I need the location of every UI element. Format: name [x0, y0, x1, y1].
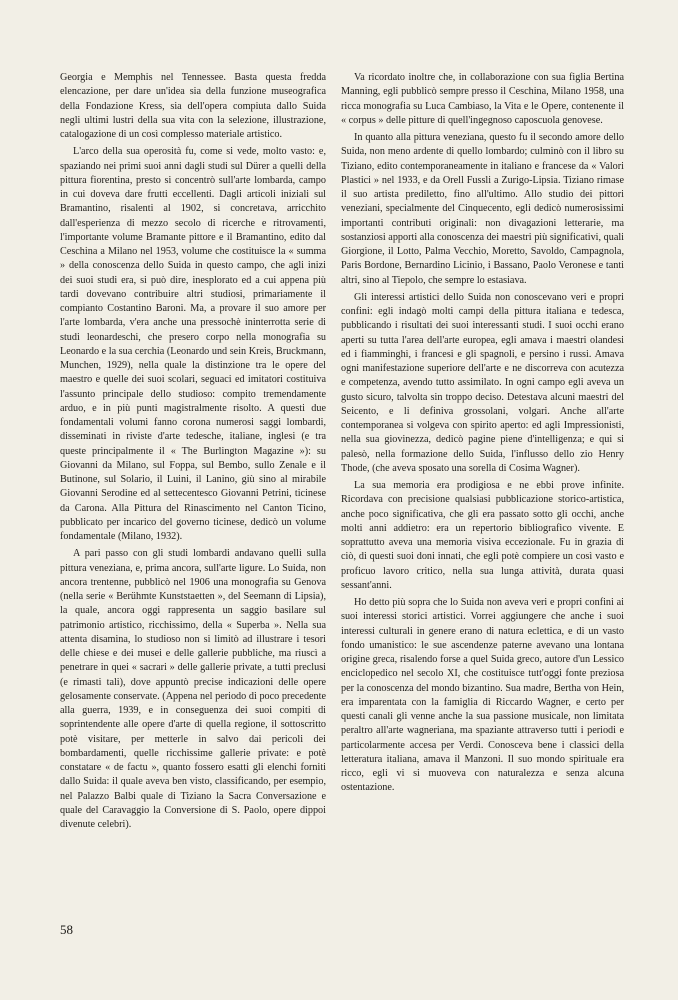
paragraph: Ho detto più sopra che lo Suida non aveva veri e propri confini ai suoi interessi storici artistici. Vorrei aggiungere che anche i suoi interessi culturali in genere erano di natura eclettica, e di un vasto fondo umanistico: le sue ascendenze paterne avevano una lontana origine greca, risalendo forse a quel Suida greco, autore d'un Lessico enciclopedico nel secolo XI, che costituisce tutt'oggi fonte preziosa per la conoscenza del mondo bizantino. Sua madre, Bertha von Hein, era imparentata con la famiglia di Riccardo Wagner, e certo per questi canali gli venne anche la sua passione musicale, non limitata peraltro all'arte wagneriana, ma spaziante attraverso tutti i periodi e particolarmente accesa per Verdi. Conosceva bene i classici della letteratura italiana, amava il Manzoni. Il suo mondo spirituale era ricco, egli vi si muoveva con naturalezza e senza alcuna ostentazione. [341, 597, 624, 794]
page-number: 58 [60, 922, 73, 937]
paragraph: La sua memoria era prodigiosa e ne ebbi prove infinite. Ricordava con precisione qualsiasi pubblicazione storico-artistica, anche poco significativa, che gli era passato sotto gli occhi, anche molti anni addietro: era un repertorio bibliografico vivente. E soprattutto aveva una memoria visiva eccezionale. Fu in grazia di ciò, di questi suoi doni innati, che egli potè compiere un così vasto e proficuo lavoro critico, nella sua lunga attività, durata quasi sessant'anni. [341, 480, 624, 591]
paragraph: L'arco della sua operosità fu, come si vede, molto vasto: e, spaziando nei primi suoi anni dagli studi sul Dürer a quelli della pittura fiorentina, presto si concentrò sull'arte lombarda, campo in cui doveva dare frutti eccellenti. Dagli articoli iniziali sul Bramantino, risalenti al 1902, si concretava, arricchito dall'esperienza di mezzo secolo di ricerche e ritrovamenti, l'importante volume Bramante pittore e il Bramantino, edito dal Ceschina a Milano nel 1953, volume che costituisce la « summa » della conoscenza dello Suida in questo campo, che agli inizi dei suoi studi era, si può dire, inesplorato ed a cui appena più tardi dovevano contribuire altri studiosi, primariamente il compianto Costantino Baroni. Ma, a provare il suo amore per l'arte lombarda, v'era anche una pressochè ininterrotta serie di studi leonardeschi, che presero corpo nella monografia su Leonardo e la sua cerchia (Leonardo und sein Kreis, Bruckmann, Munchen, 1929), nella quale la distinzione tra le opere del maestro e quelle dei suoi scolari, seguaci ed imitatori costituiva l'assunto principale dello studioso: compito tremendamente arduo, e in più punti magistralmente risolto. A questi due fondamentali volumi fanno corona numerosi saggi lombardi, disseminati in riviste d'arte tedesche, italiane, inglesi (e tra queste principalmente il « The Burlington Magazine »): su Giovanni da Milano, sul Foppa, sul Bembo, sullo Zenale e il Butinone, sul Solario, il Luini, il Lanino, giù sino al mirabile Giovanni Serodine ed al settecentesco Giovanni Petrini, ticinese da Carona. Alla Pittura del Rinascimento nel Canton Ticino, pubblicato per incarico del governo ticinese, dedicò un volume fondamentale (Milano, 1932). [60, 146, 326, 542]
right-text-column [341, 71, 624, 796]
paragraph: Va ricordato inoltre che, in collaborazione con sua figlia Bertina Manning, egli pubblicò sempre presso il Ceschina, Milano 1958, una ricca monografia su Luca Cambiaso, la Vita e le Opere, contenente il « corpus » delle pitture di quell'ingegnoso caposcuola genovese. [341, 72, 624, 126]
left-text-column [60, 71, 326, 832]
paragraph: In quanto alla pittura veneziana, questo fu il secondo amore dello Suida, non meno ardente di quello lombardo; culminò con il libro su Tiziano, edito contemporaneamente in italiano e francese da « Valori Plastici » nel 1933, e da Orell Fussli a Zurigo-Lipsia. Tiziano rimase il suo artista prediletto, fino all'ultimo. Allo studio dei pittori veneziani, specialmente del Cinquecento, egli dedicò numerosissimi importanti contributi originali: non divagazioni letterarie, ma sostanziosi apporti alla conoscenza dei maestri più significativi, quali Giorgione, il Lotto, Palma Vecchio, Moretto, Savoldo, Campagnola, Paris Bordone, Bernardino Licinio, i Bassano, Paolo Veronese e tanti altri, sino al Tiepolo, che sempre lo estasiava. [341, 132, 624, 286]
paragraph: A pari passo con gli studi lombardi andavano quelli sulla pittura veneziana, e, prima ancora, sull'arte ligure. Lo Suida, non ancora trentenne, pubblicò nel 1906 una monografia su Genova (nella serie « Berühmte Kunststaetten », del Seemann di Lipsia), la quale, ancora oggi rappresenta un saggio basilare sul patrimonio artistico, ricchissimo, della « Superba ». Nella sua attenta disamina, lo studioso non si limitò ad illustrare i tesori delle chiese e dei musei e delle gallerie pubbliche, ma riuscì a penetrare in quei « sacrari » delle gallerie private, a tutti preclusi (e rimasti tali), dove appuntò precise indicazioni delle opere gelosamente conservate. (Appena nel periodo di poco precedente alla guerra, 1939, e in conseguenza dei suoi compiti di soprintendente alle opere d'arte di quella regione, il sottoscritto potè visitare, per metterle in salvo dai pericoli dei bombardamenti, quelle ricchissime gallerie private: e potè constatare « de factu », quanto fossero esatti gli elenchi forniti dallo Suida: il quale aveva ben visto, classificando, per esempio, nel Palazzo Balbi quale di Tiziano la Sacra Conversazione e quale del Caravaggio la Conversione di S. Paolo, opere dippoi divenute celebri). [60, 548, 326, 830]
paragraph: Gli interessi artistici dello Suida non conoscevano veri e propri confini: egli indagò molti campi della pittura italiana e tedesca, pubblicando i risultati dei suoi interessanti studi. I suoi occhi erano aperti su tutta l'area dell'arte europea, egli amava i maestri olandesi ed i fiamminghi, i francesi e gli spagnoli, e persino i russi. Amava ogni manifestazione superiore dell'arte e ne discorreva con acutezza e competenza, avendo tutto assimilato. In ogni campo egli aveva un gusto sicuro, talvolta sin troppo deciso. Detestava alcuni maestri del Seicento, e li definiva grossolani, volgari. Anche all'arte contemporanea si volgeva con spirito aperto: ed agli Impressionisti, nella sua giovinezza, dedicò pagine piene d'intelligenza; e qui si palesò, nella formazione dello Suida, l'influsso dello zio Henry Thode, (che aveva sposato una sorella di Cosima Wagner). [341, 291, 624, 474]
paragraph: Georgia e Memphis nel Tennessee. Basta questa fredda elencazione, per dare un'idea sia della funzione museografica della Fondazione Kress, sia dell'opera compiuta dallo Suida negli ultimi lustri della sua vita con la selezione, illustrazione, catalogazione di un così complesso materiale artistico. [60, 72, 326, 140]
